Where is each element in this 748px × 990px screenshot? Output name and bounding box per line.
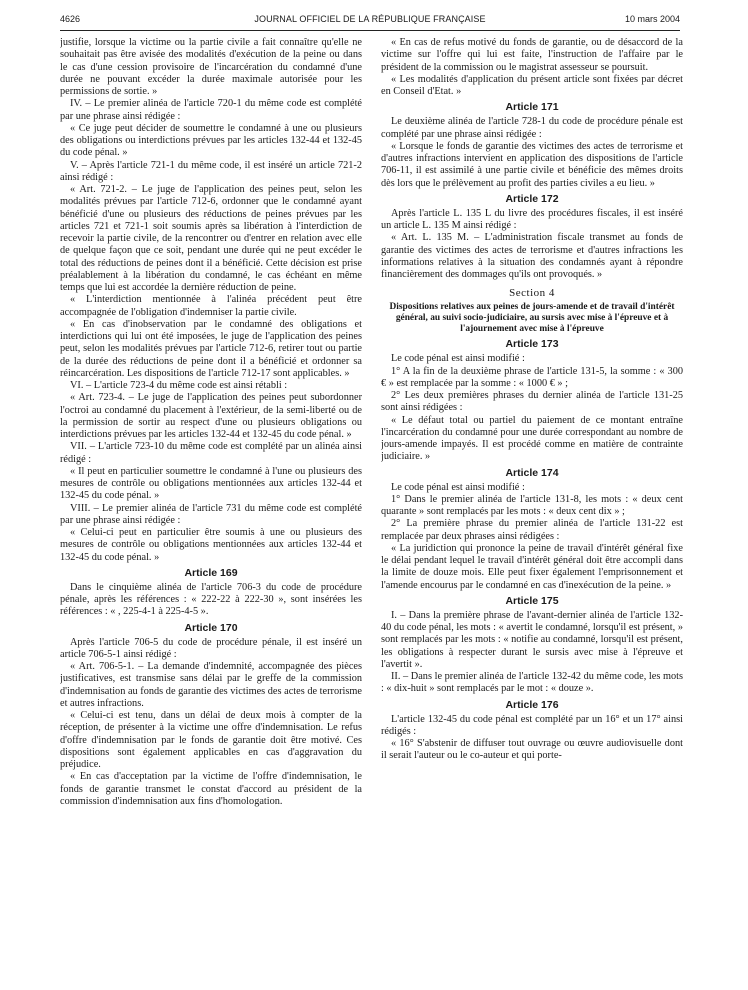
section-title: Dispositions relatives aux peines de jours-amende et de travail d'intérêt général, au suivi socio-judiciaire, au sursis avec mise à l'épreuve et à l'ajournement avec mise à l'épreuve xyxy=(389,302,675,335)
paragraph: IV. – Le premier alinéa de l'article 720-1 du même code est complété par une phrase ainsi rédigée : xyxy=(60,98,362,122)
paragraph: « Ce juge peut décider de soumettre le condamné à une ou plusieurs des obligations ou interdictions prévues par les articles 132-44 et 132-45 du code pénal. » xyxy=(60,122,362,159)
paragraph: L'article 132-45 du code pénal est complété par un 16° et un 17° ainsi rédigés : xyxy=(381,713,683,737)
page-number: 4626 xyxy=(60,14,81,24)
paragraph: Dans le cinquième alinéa de l'article 706-3 du code de procédure pénale, après les références : « 222-22 à 222-30 », sont insérées les références : « , 225-4-1 à 225-4-5 ». xyxy=(60,581,362,618)
paragraph: 2° La première phrase du premier alinéa de l'article 131-22 est remplacée par deux phrases ainsi rédigées : xyxy=(381,518,683,542)
paragraph: « Celui-ci peut en particulier être soumis à une ou plusieurs des mesures de contrôle ou obligations mentionnées aux articles 132-44 et 132-45 du code pénal. » xyxy=(60,527,362,563)
paragraph: « En cas de refus motivé du fonds de garantie, ou de désaccord de la victime sur l'offre qui lui est faite, l'instruction de l'affaire par le président de la commission ou le magistrat assesseur se poursuit. xyxy=(381,37,683,73)
paragraph: Après l'article L. 135 L du livre des procédures fiscales, il est inséré un article L. 135 M ainsi rédigé : xyxy=(381,207,683,231)
paragraph: Après l'article 706-5 du code de procédure pénale, il est inséré un article 706-5-1 ainsi rédigé : xyxy=(60,636,362,660)
paragraph: VI. – L'article 723-4 du même code est ainsi rétabli : xyxy=(70,380,288,391)
header-rule xyxy=(60,30,680,31)
paragraph: « Le défaut total ou partiel du paiement de ce montant entraîne l'incarcération du condamné pour une durée correspondant au nombre de jours-amende impayés. Il est procédé comme en matière de contrainte judiciaire. » xyxy=(381,414,683,463)
paragraph: 1° A la fin de la deuxième phrase de l'article 131-5, la somme : « 300 € » est remplacée par la somme : « 1000 € » ; xyxy=(381,365,683,389)
paragraph: « Il peut en particulier soumettre le condamné à l'une ou plusieurs des mesures de contrôle ou obligations mentionnées aux articles 132-44 et 132-45 du code pénal. » xyxy=(60,465,362,502)
paragraph: Le code pénal est ainsi modifié : xyxy=(391,353,525,365)
section-heading: Section 4 xyxy=(509,287,555,300)
paragraph: « Art. 723-4. – Le juge de l'application des peines peut subordonner l'octroi au condamné du placement à l'extérieur, de la semi-liberté ou de la permission de sortir au respect d'une ou plusieurs obligations ou interdictions prévues par les articles 132-44 et 132-45 du code pénal. » xyxy=(60,392,362,440)
article-heading-171: Article 171 xyxy=(505,101,559,114)
paragraph: justifie, lorsque la victime ou la partie civile a fait connaître qu'elle ne souhaitait pas être avisée des modalités d'exécution de la peine ou dans le cas d'une cession provisoire de l'incarcération du condamné d'une durée ne pouvant excéder la durée maximale autorisée pour les permissions de sortie. » xyxy=(60,37,362,97)
article-heading-170: Article 170 xyxy=(184,621,238,634)
paragraph: 2° Les deux premières phrases du dernier alinéa de l'article 131-25 sont ainsi rédigées : xyxy=(381,390,683,414)
paragraph: VII. – L'article 723-10 du même code est complété par un alinéa ainsi rédigé : xyxy=(60,441,362,465)
paragraph: 1° Dans le premier alinéa de l'article 131-8, les mots : « deux cent quarante » sont remplacés par les mots : « deux cent dix » ; xyxy=(381,493,683,517)
paragraph: « Art. 721-2. – Le juge de l'application des peines peut, selon les modalités prévues par l'article 712-6, ordonner que le condamné ayant bénéficié d'une ou plusieurs des réductions de peines prévues par les articles 721 et 721-1 soit soumis après sa libération à l'interdiction de recevoir la partie civile, de la rencontrer ou d'entrer en relation avec elle de quelque façon que ce soit, pendant une durée qui ne peut excéder le total des réductions de peines dont il a bénéficié. Cette décision est prise préalablement à la libération du condamné, le cas échéant en même temps que lui est accordée la dernière réduction de peine. xyxy=(60,184,362,293)
journal-title: JOURNAL OFFICIEL DE LA RÉPUBLIQUE FRANÇAISE xyxy=(254,14,486,24)
paragraph: Le deuxième alinéa de l'article 728-1 du code de procédure pénale est complété par une phrase ainsi rédigée : xyxy=(381,116,683,140)
paragraph: « L'interdiction mentionnée à l'alinéa précédent peut être accompagnée de l'obligation d'indemniser la partie civile. xyxy=(60,294,362,318)
paragraph: « Celui-ci est tenu, dans un délai de deux mois à compter de la réception, de présenter à la victime une offre d'indemnisation. Le refus d'offre d'indemnisation par le fonds de garantie doit être motivé. Ces dispositions sont également applicables en cas d'aggravation du préjudice. xyxy=(60,710,362,770)
paragraph: « 16° S'abstenir de diffuser tout ouvrage ou œuvre audiovisuelle dont il serait l'auteur ou le co-auteur et qui porte- xyxy=(381,738,683,762)
left-column xyxy=(60,37,362,985)
paragraph: « Les modalités d'application du présent article sont fixées par décret en Conseil d'Etat. » xyxy=(381,73,683,97)
paragraph: « En cas d'acceptation par la victime de l'offre d'indemnisation, le fonds de garantie transmet le constat d'accord au président de la commission d'indemnisation aux fins d'homologation. xyxy=(60,771,362,807)
article-heading-169: Article 169 xyxy=(184,566,238,579)
paragraph: Le code pénal est ainsi modifié : xyxy=(391,481,525,493)
publication-date: 10 mars 2004 xyxy=(624,14,680,24)
paragraph: « En cas d'inobservation par le condamné des obligations et interdictions qui lui ont été imposées, le juge de l'application des peines peut, selon les modalités prévues par l'article 712-6, retirer tout ou partie de la durée des réductions de peine dont il a bénéficié et ordonner sa réincarcération. Les dispositions de l'article 712-17 sont applicables. » xyxy=(60,318,362,379)
paragraph: « Art. 706-5-1. – La demande d'indemnité, accompagnée des pièces justificatives, est transmise sans délai par le greffe de la commission d'indemnisation au fonds de garantie des victimes des actes de terrorisme et autres infractions. xyxy=(60,661,362,709)
paragraph: « Art. L. 135 M. – L'administration fiscale transmet au fonds de garantie des victimes des actes de terrorisme et d'autres infractions les informations relatives à la situation des condamnés ayant à répondre financièrement des dommages qu'ils ont provoqués. » xyxy=(381,232,683,280)
paragraph: II. – Dans le premier alinéa de l'article 132-42 du même code, les mots : « dix-huit » sont remplacés par le mot : « douze ». xyxy=(381,671,683,695)
article-heading-173: Article 173 xyxy=(505,338,559,351)
paragraph: I. – Dans la première phrase de l'avant-dernier alinéa de l'article 132-40 du code pénal, les mots : « avertit le condamné, lorsqu'il est présent, » sont remplacés par les mots : « notifie au condamné, lorsqu'il est présent, les obligations à respecter durant le sursis avec mise à l'épreuve et l'avertit ». xyxy=(381,609,683,670)
paragraph: « La juridiction qui prononce la peine de travail d'intérêt général fixe le délai pendant lequel le travail d'intérêt général doit être accompli dans la limite de douze mois. Elle peut fixer également l'emprisonnement et l'amende encourus par le condamné en cas d'inexécution de la peine. » xyxy=(381,542,683,591)
paragraph: VIII. – Le premier alinéa de l'article 731 du même code est complété par une phrase ainsi rédigée : xyxy=(60,502,362,526)
right-column xyxy=(381,37,683,985)
paragraph: « Lorsque le fonds de garantie des victimes des actes de terrorisme et d'autres infractions intervient en application des dispositions de l'article 706-11, il est assimilé à une partie civile et bénéficie des mêmes droits dès lors que le prélèvement au profit des parties civiles a eu lieu. » xyxy=(381,140,683,189)
article-heading-175: Article 175 xyxy=(505,594,559,607)
article-heading-172: Article 172 xyxy=(505,192,559,205)
article-heading-176: Article 176 xyxy=(505,698,559,711)
page-header xyxy=(60,12,680,26)
paragraph: V. – Après l'article 721-1 du même code, il est inséré un article 721-2 ainsi rédigé : xyxy=(60,159,362,183)
article-heading-174: Article 174 xyxy=(505,466,559,479)
